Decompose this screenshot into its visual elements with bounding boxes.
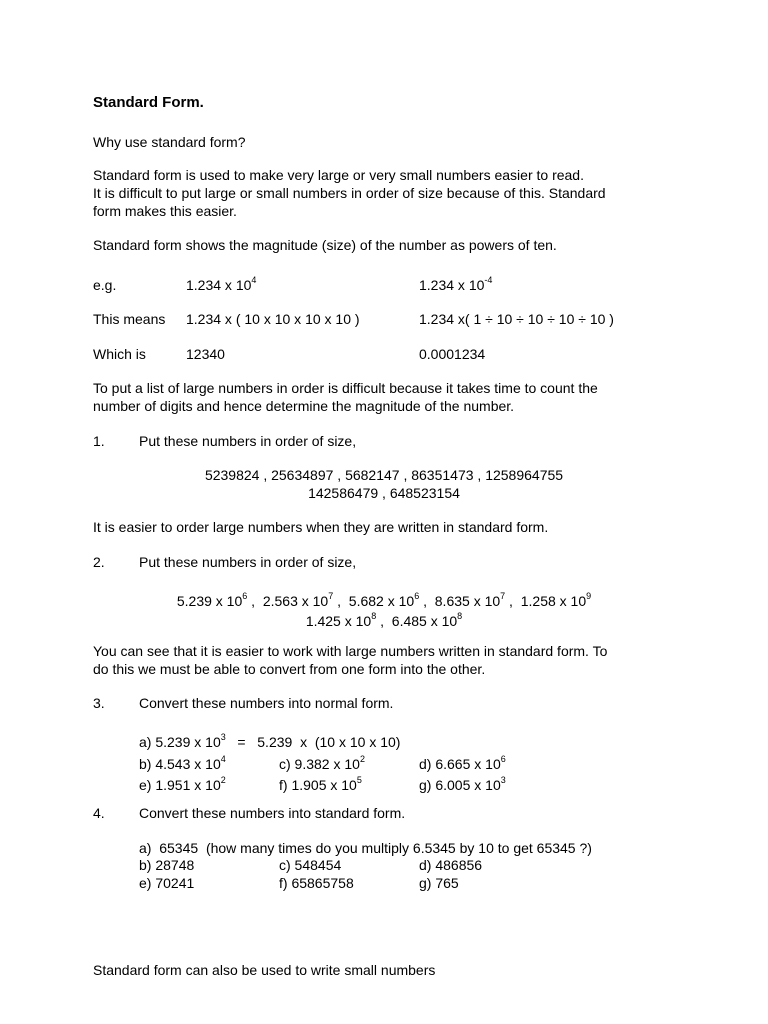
intro-line: It is difficult to put large or small numbers in order of size because of this. Standard (93, 185, 606, 201)
q4-item-g: g) 765 (419, 875, 459, 891)
order-paragraph: number of digits and hence determine the magnitude of the number. (93, 398, 515, 414)
means-positive: 1.234 x ( 10 x 10 x 10 x 10 ) (186, 311, 360, 327)
q3-item-f: f) 1.905 x $10^5$ (279, 775, 362, 793)
q4-item-a: a) 65345 (how many times do you multiply 6.5345 by 10 to get 65345 ?) (139, 840, 592, 856)
number-list: 5239824 , 25634897 , 5682147 , 86351473 , 1258964755 (204, 467, 564, 483)
easier-text: It is easier to order large numbers when they are written in standard form. (93, 519, 549, 535)
q3-item-g: g) 6.005 x $10^3$ (419, 775, 506, 793)
q4-item-b: b) 28748 (139, 857, 195, 873)
question-text: Convert these numbers into normal form. (139, 695, 394, 711)
sf-item: 8.635 x $10^7$ , (434, 591, 521, 609)
q4-item-d: d) 486856 (419, 857, 483, 873)
means-label: This means (93, 311, 166, 327)
sf-item: 1.258 x $10^9$ (520, 591, 592, 609)
question-number: 3. (93, 695, 105, 711)
sf-item: 5.682 x $10^6$ , (348, 591, 435, 609)
standard-form-list (0, 613, 768, 630)
page-title: Standard Form. (93, 94, 204, 111)
q3-item-a: a) 5.239 x $10^3 = 5.239$ x (10 x 10 x 10) (139, 732, 401, 750)
eg-positive: 1.234 x $10^4$ (186, 275, 257, 293)
question-text: Put these numbers in order of size, (139, 433, 357, 449)
sf-item: 6.485 x $10^8$ (391, 611, 463, 629)
q4-item-c: c) 548454 (279, 857, 342, 873)
q4-item-f: f) 65865758 (279, 875, 354, 891)
question-number: 4. (93, 805, 105, 821)
question-text: Put these numbers in order of size, (139, 554, 357, 570)
question-number: 2. (93, 554, 105, 570)
why-question: Why use standard form? (93, 134, 246, 150)
convert-paragraph: You can see that it is easier to work with large numbers written in standard form. To (93, 643, 608, 659)
means-negative: 1.234 x( 1 ÷ 10 ÷ 10 ÷ 10 ÷ 10 ) (419, 311, 614, 327)
sf-item: 1.425 x $10^8$ , (305, 611, 392, 629)
convert-paragraph: do this we must be able to convert from one form into the other. (93, 661, 486, 677)
order-paragraph: To put a list of large numbers in order is difficult because it takes time to count the (93, 380, 598, 396)
number-list: 142586479 , 648523154 (308, 485, 460, 501)
small-numbers-text: Standard form can also be used to write small numbers (93, 962, 436, 978)
standard-form-list (0, 593, 768, 610)
which-label: Which is (93, 346, 146, 362)
magnitude-text: Standard form shows the magnitude (size) of the number as powers of ten. (93, 237, 557, 253)
sf-item: 2.563 x $10^7$ , (262, 591, 349, 609)
q3-item-b: b) 4.543 x $10^4$ (139, 754, 226, 772)
which-negative: 0.0001234 (419, 346, 486, 362)
sf-item: 5.239 x $10^6$ , (176, 591, 263, 609)
q4-item-e: e) 70241 (139, 875, 195, 891)
which-positive: 12340 (186, 346, 225, 362)
intro-line: Standard form is used to make very large or very small numbers easier to read. (93, 167, 584, 183)
question-text: Convert these numbers into standard form. (139, 805, 406, 821)
q3-item-c: c) 9.382 x $10^2$ (279, 754, 365, 772)
question-number: 1. (93, 433, 105, 449)
intro-line: form makes this easier. (93, 203, 237, 219)
eg-negative: 1.234 x $10^{-4}$ (419, 275, 493, 293)
q3-item-e: e) 1.951 x $10^2$ (139, 775, 226, 793)
q3-item-d: d) 6.665 x $10^6$ (419, 754, 506, 772)
eg-label: e.g. (93, 277, 117, 293)
